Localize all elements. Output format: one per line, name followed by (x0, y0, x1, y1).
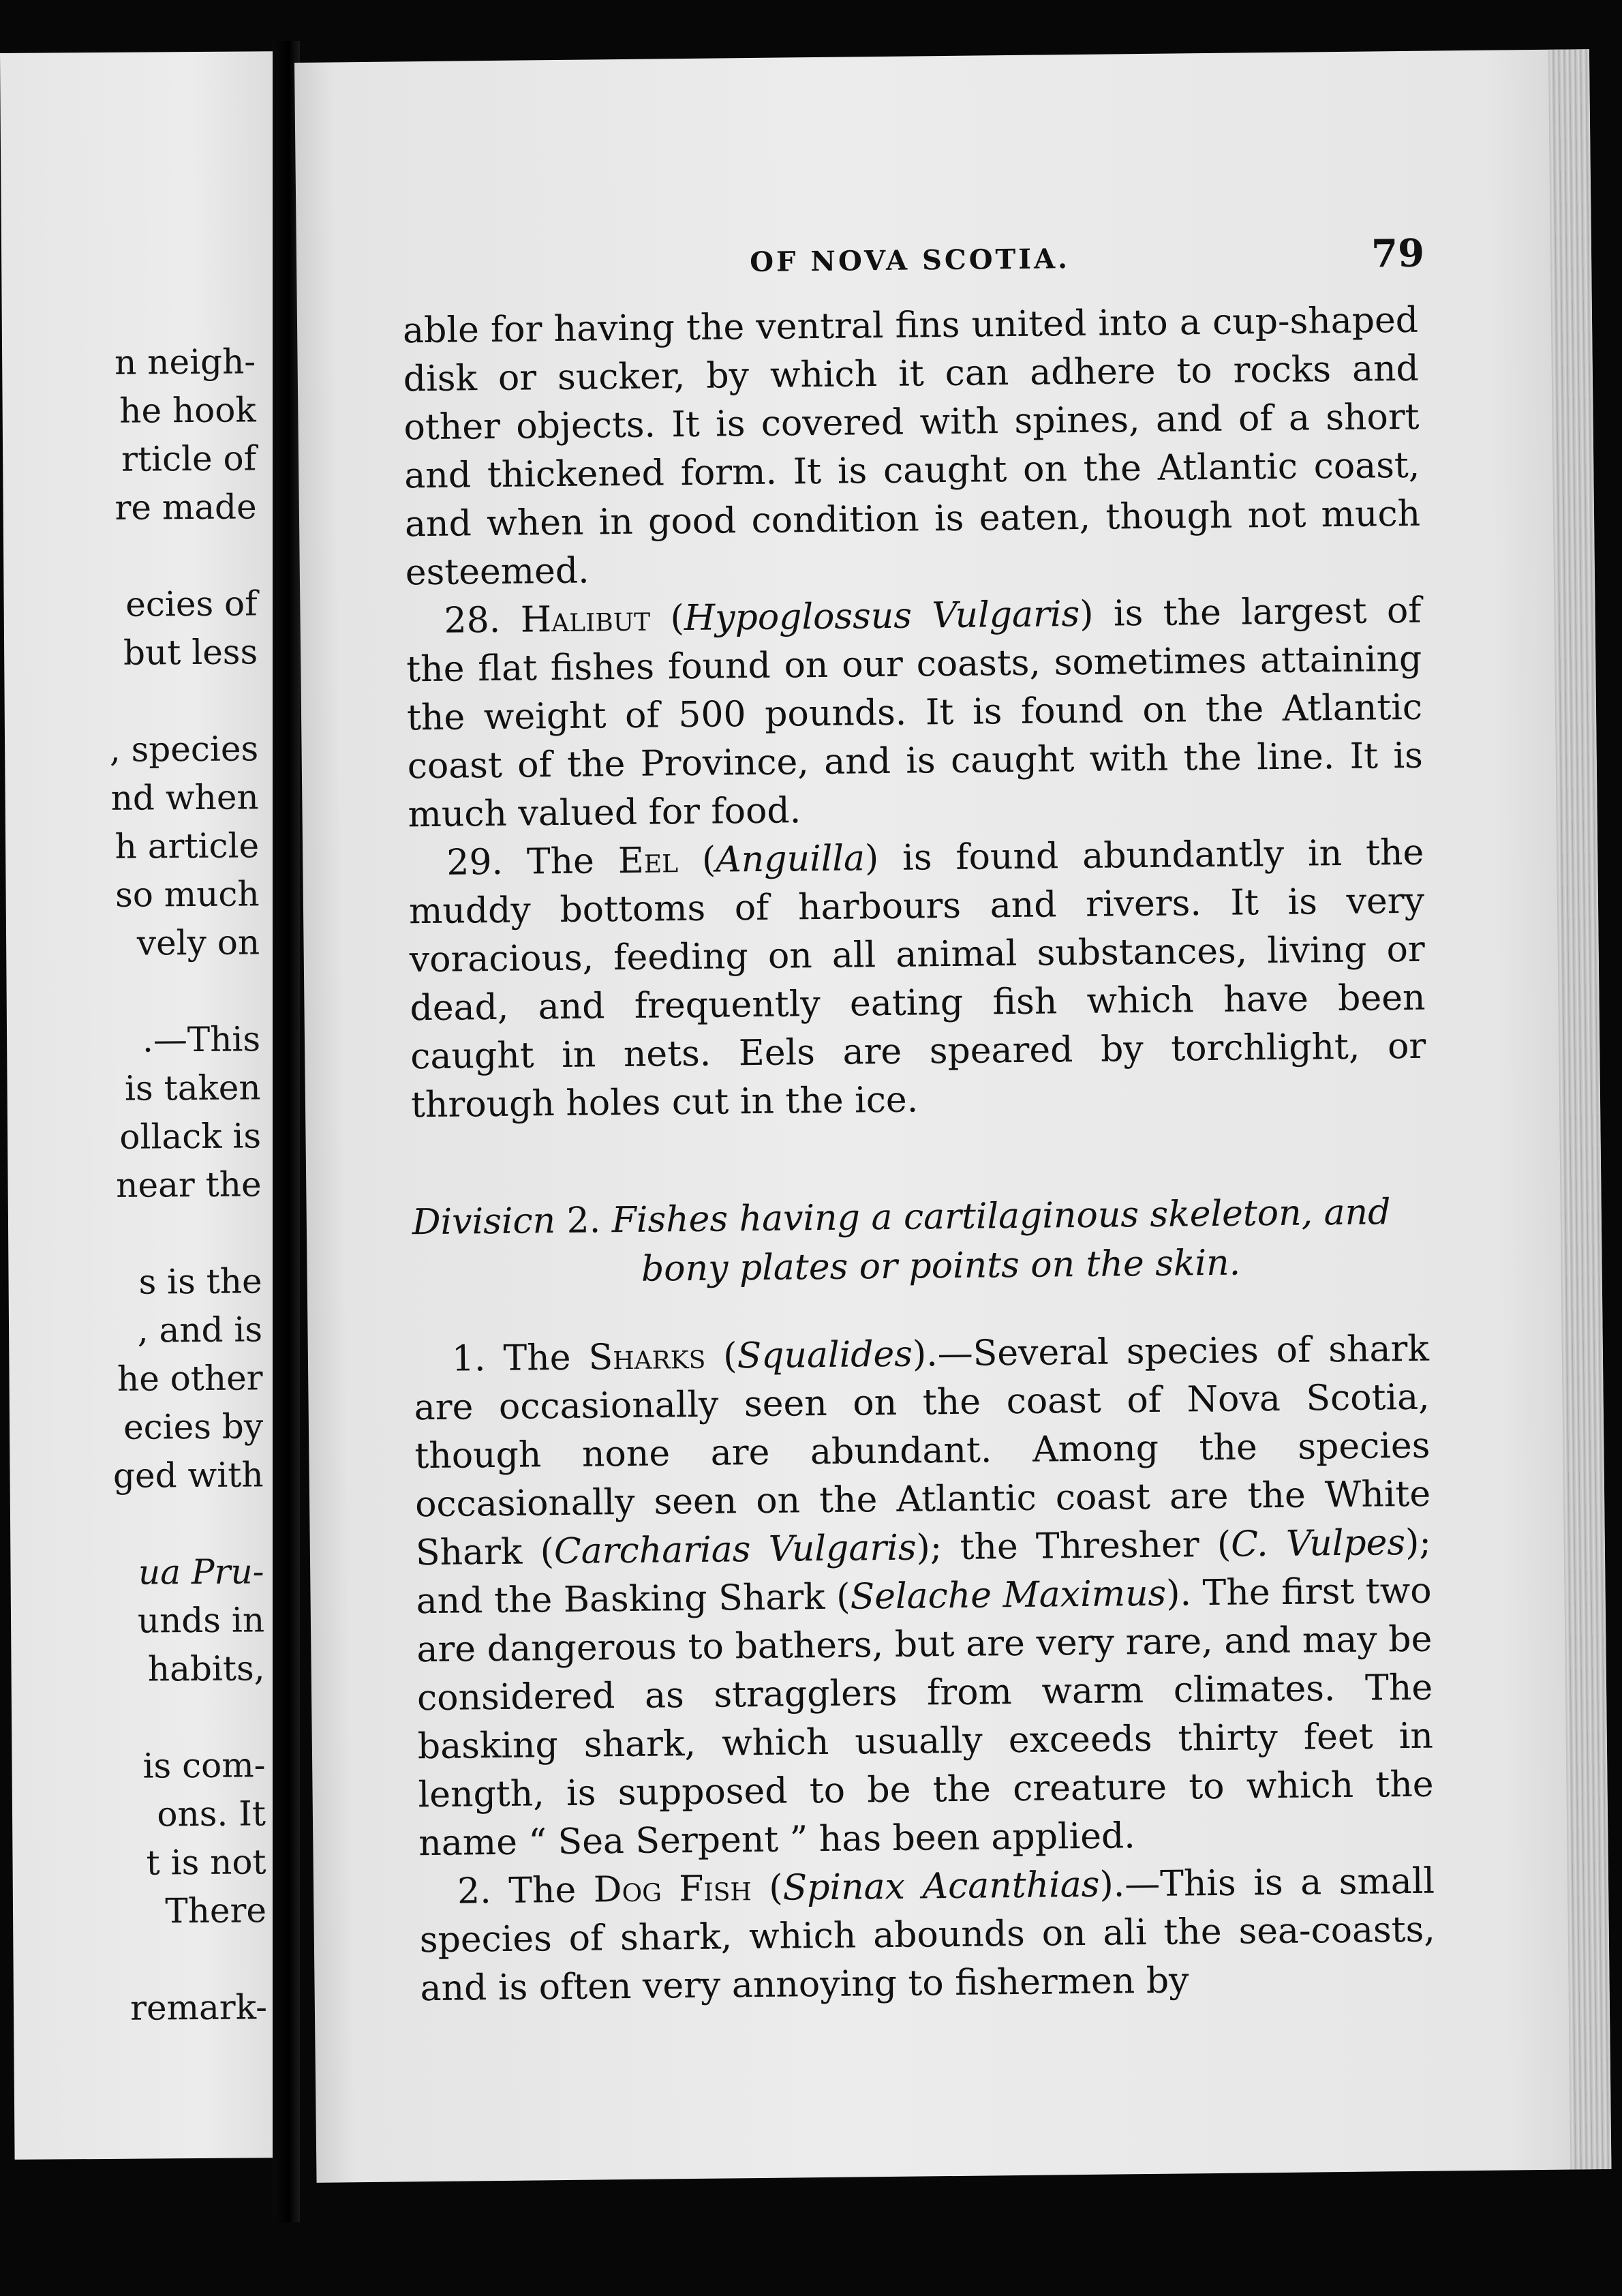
entry-number: 28. (444, 599, 521, 641)
previous-page-line (3, 1209, 262, 1259)
running-head (402, 230, 1425, 307)
latin-name: Anguilla (715, 838, 866, 881)
previous-page-line: ecies by (123, 1406, 264, 1447)
paragraph-text: ).—Several species of shark are occasionally seen on the coast of Nova Scotia, though none are abundant. Among the species occasionally seen on the Atlantic coast are the White Shark ( (414, 1328, 1431, 1574)
previous-page-line: he hook (119, 390, 256, 431)
paragraph-eel (408, 829, 1426, 1130)
previous-page-line: rticle of (121, 438, 257, 479)
previous-page-line: ua Pru- (138, 1552, 264, 1592)
previous-page-line: near the (116, 1164, 262, 1205)
paren: ( (677, 839, 716, 881)
paragraph-text: able for having the ventral fins united into a cup-shaped disk or sucker, by which it can adhere to rocks and other objects. It is covered with spines, and of a short and thickened form. It is caught on the Atlantic coast, and when in good condition is eaten, though not much esteemed. (402, 299, 1421, 594)
previous-page-line: , species (109, 729, 259, 770)
paren: ( (649, 598, 685, 639)
previous-page-line (1, 967, 260, 1017)
division-heading-line-2: bony plates or points on the skin. (641, 1242, 1241, 1290)
previous-page-line: vely on (136, 922, 260, 963)
previous-page-line: There (165, 1890, 267, 1931)
previous-page-line (6, 1693, 265, 1743)
previous-page-line: habits, (147, 1648, 265, 1689)
division-heading (412, 1188, 1428, 1297)
paren: ( (705, 1335, 737, 1377)
previous-page-line: ged with (112, 1455, 264, 1496)
previous-page-line: is com- (142, 1745, 266, 1786)
entry-number: 1. The (451, 1337, 589, 1380)
latin-name: Spinax Acanthias (782, 1864, 1100, 1909)
previous-page-line: n neigh- (114, 342, 256, 382)
division-label: Divisicn (412, 1200, 556, 1243)
species-name: Halibut (520, 598, 651, 641)
paragraph-text: ) is found abundantly in the muddy bottoms of harbours and rivers. It is very voracious, feeding on all animal substances, living or dead, and frequently eating fish which have been caught in nets. Eels are speared by torchlight, or through holes cut in the ice. (408, 832, 1426, 1126)
previous-page-line (5, 1499, 264, 1550)
division-number: 2. (555, 1200, 613, 1242)
previous-page (0, 51, 288, 2160)
previous-page-line: unds in (137, 1600, 265, 1641)
previous-page-line: ollack is (119, 1116, 262, 1157)
book-gutter (273, 41, 300, 2222)
previous-page-line (0, 531, 257, 581)
previous-page-line (7, 1935, 266, 1985)
species-name: Sharks (588, 1335, 706, 1378)
previous-page-text (0, 337, 267, 2034)
paragraph-halibut (406, 587, 1424, 840)
previous-page-line: remark- (129, 1987, 268, 2028)
paragraph-text: ) is the largest of the flat fishes found on our coasts, sometimes attaining the weight of 500 pounds. It is found on the Atlantic coast of the Province, and is caught with the line. It is much valued for food. (406, 590, 1424, 836)
previous-page-line: h article (114, 826, 260, 866)
paragraph-text: ); and the Basking Shark ( (416, 1522, 1432, 1622)
paragraph-text: ).—This is a small species of shark, which abounds on ali the sea-coasts, and is often very annoying to fishermen by (419, 1860, 1436, 2010)
previous-page-line: nd when (110, 777, 259, 818)
entry-number: 29. The (446, 841, 619, 883)
entry-number: 2. The (457, 1869, 594, 1912)
paragraph-dog-fish (419, 1858, 1436, 2014)
latin-name: Squalides (737, 1333, 913, 1377)
previous-page-line: re made (114, 487, 257, 528)
previous-page-line: so much (114, 874, 260, 915)
paragraph-text: ). The first two are dangerous to bathers, but are very rare, and may be considered as stragglers from warm climates. The basking shark, which usually exceeds thirty feet in length, is supposed to be the creature to which the name “ Sea Serpent ” has been applied. (416, 1570, 1434, 1864)
latin-name: C. Vulpes (1230, 1522, 1406, 1565)
previous-page-line: ecies of (125, 584, 258, 624)
previous-page-line (0, 676, 258, 727)
latin-name: Carcharias Vulgaris (553, 1527, 917, 1573)
species-name: Eel (617, 840, 679, 882)
paragraph-text: ); the Thresher ( (916, 1524, 1231, 1569)
previous-page-line: s is the (138, 1261, 262, 1302)
current-page (294, 49, 1611, 2183)
previous-page-line: , and is (137, 1310, 263, 1350)
page-number: 79 (1371, 230, 1425, 277)
latin-name: Selache Maximus (850, 1573, 1167, 1618)
latin-name: Hypoglossus Vulgaris (684, 593, 1080, 639)
page-body (402, 230, 1436, 2013)
species-name: Dog Fish (593, 1868, 752, 1911)
division-title: Fishes having a cartilaginous skeleton, and (611, 1192, 1391, 1241)
previous-page-line: t is not (146, 1842, 266, 1883)
running-title: OF NOVA SCOTIA. (749, 243, 1071, 279)
previous-page-line: ons. It (157, 1794, 266, 1834)
paragraph-sharks (414, 1325, 1435, 1869)
page-edges (1548, 49, 1612, 2169)
previous-page-line: he other (117, 1358, 263, 1399)
paragraph-continuation (403, 297, 1421, 598)
previous-page-line: is taken (124, 1068, 261, 1108)
previous-page-line: but less (123, 632, 258, 673)
previous-page-line: .—This (142, 1019, 261, 1060)
paren: ( (751, 1867, 783, 1909)
